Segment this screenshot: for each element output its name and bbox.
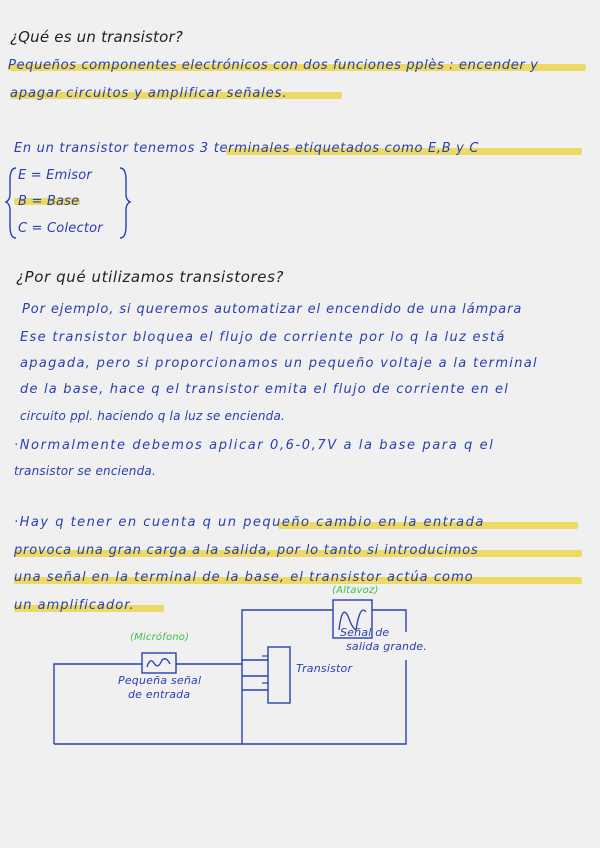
note-line: transistor se encienda. — [14, 464, 156, 478]
output-tag: (Altavoz) — [332, 585, 379, 596]
note-line: Por ejemplo, si queremos automatizar el encendido de una lámpara — [22, 302, 523, 317]
section-heading: ¿Por qué utilizamos transistores? — [16, 268, 285, 286]
transistor-box — [268, 647, 290, 703]
terminal-item: E = Emisor — [18, 168, 92, 183]
note-line: de la base, hace q el transistor emita el flujo de corriente en el — [20, 382, 510, 397]
note-line: un amplificador. — [14, 598, 135, 613]
note-line: una señal en la terminal de la base, el transistor actúa como — [14, 570, 474, 585]
output-label: salida grande. — [346, 640, 428, 653]
transistor-label: Transistor — [296, 662, 353, 675]
note-line: En un transistor tenemos 3 terminales etiquetados como E,B y C — [14, 141, 480, 156]
terminal-item: B = Base — [18, 194, 80, 209]
input-source-box — [142, 653, 176, 673]
note-line: provoca una gran carga a la salida, por lo tanto si introducimos — [14, 543, 479, 558]
note-line: apagar circuitos y amplificar señales. — [10, 86, 288, 101]
note-line: ·Normalmente debemos aplicar 0,6-0,7V a la base para q el — [14, 438, 495, 453]
ground-wire — [54, 660, 406, 744]
terminal-item: C = Colector — [18, 221, 103, 236]
section-heading: ¿Qué es un transistor? — [10, 28, 183, 46]
note-line: apagada, pero si proporcionamos un pequeño voltaje a la terminal — [20, 356, 538, 371]
right-brace — [120, 168, 130, 238]
note-line: ·Hay q tener en cuenta q un pequeño cambio en la entrada — [14, 515, 485, 530]
left-brace — [6, 168, 16, 238]
note-line: Ese transistor bloquea el flujo de corriente por lo q la luz está — [20, 330, 506, 345]
note-line: Pequeños componentes electrónicos con dos funciones pplès : encender y — [8, 58, 539, 73]
input-label: de entrada — [128, 688, 191, 701]
output-label: Señal de — [340, 626, 390, 639]
input-tag: (Micrófono) — [130, 632, 190, 643]
input-label: Pequeña señal — [118, 674, 202, 687]
note-line: circuito ppl. haciendo q la luz se encienda. — [20, 409, 286, 423]
